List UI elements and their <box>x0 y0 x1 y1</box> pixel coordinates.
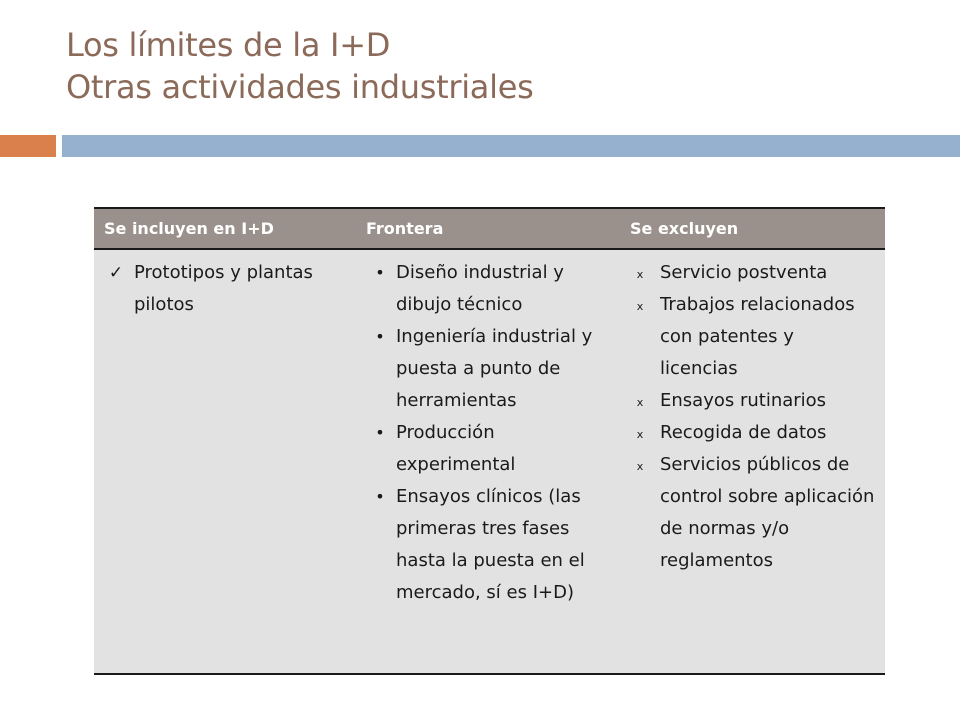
check-icon: ✓ <box>108 263 124 283</box>
bullet-icon: • <box>375 423 385 442</box>
item-text: Trabajos relacionados con patentes y licencias <box>660 294 855 379</box>
table-header <box>94 207 885 250</box>
item-text: Producción experimental <box>396 422 516 475</box>
x-icon: x <box>636 268 644 281</box>
header-excluded: Se excluyen <box>630 219 739 238</box>
item-text: Diseño industrial y dibujo técnico <box>396 262 564 315</box>
title-line-1: Los límites de la I+D <box>66 26 391 64</box>
item-text: Recogida de datos <box>660 422 827 443</box>
item-text: Ensayos rutinarios <box>660 390 827 411</box>
x-icon: x <box>636 428 644 441</box>
column-excluded <box>632 257 877 577</box>
column-frontier <box>368 257 610 609</box>
x-icon: x <box>636 300 644 313</box>
bullet-icon: • <box>375 487 385 506</box>
title-underline-bar <box>62 135 960 157</box>
x-icon: x <box>636 396 644 409</box>
list-item <box>632 417 877 449</box>
item-text: Ingeniería industrial y puesta a punto de herramientas <box>396 326 593 411</box>
list-item <box>368 481 610 609</box>
item-text: Prototipos y plantas pilotos <box>134 262 313 315</box>
header-frontier: Frontera <box>366 219 444 238</box>
header-included: Se incluyen en I+D <box>104 219 274 238</box>
list-item <box>632 449 877 577</box>
list-item <box>632 289 877 385</box>
list-item <box>368 321 610 417</box>
item-text: Servicio postventa <box>660 262 828 283</box>
item-text: Servicios públicos de control sobre aplicación de normas y/o reglamentos <box>660 454 875 571</box>
bullet-icon: • <box>375 327 385 346</box>
slide-title <box>66 24 926 108</box>
list-item <box>632 257 877 289</box>
list-item <box>106 257 346 321</box>
list-item <box>632 385 877 417</box>
list-item <box>368 257 610 321</box>
title-line-2: Otras actividades industriales <box>66 68 534 106</box>
bullet-icon: • <box>375 263 385 282</box>
accent-bar <box>0 135 56 157</box>
list-item <box>368 417 610 481</box>
column-included <box>106 257 346 321</box>
item-text: Ensayos clínicos (las primeras tres fases hasta la puesta en el mercado, sí es I+D) <box>396 486 585 603</box>
x-icon: x <box>636 460 644 473</box>
comparison-table <box>94 207 885 675</box>
